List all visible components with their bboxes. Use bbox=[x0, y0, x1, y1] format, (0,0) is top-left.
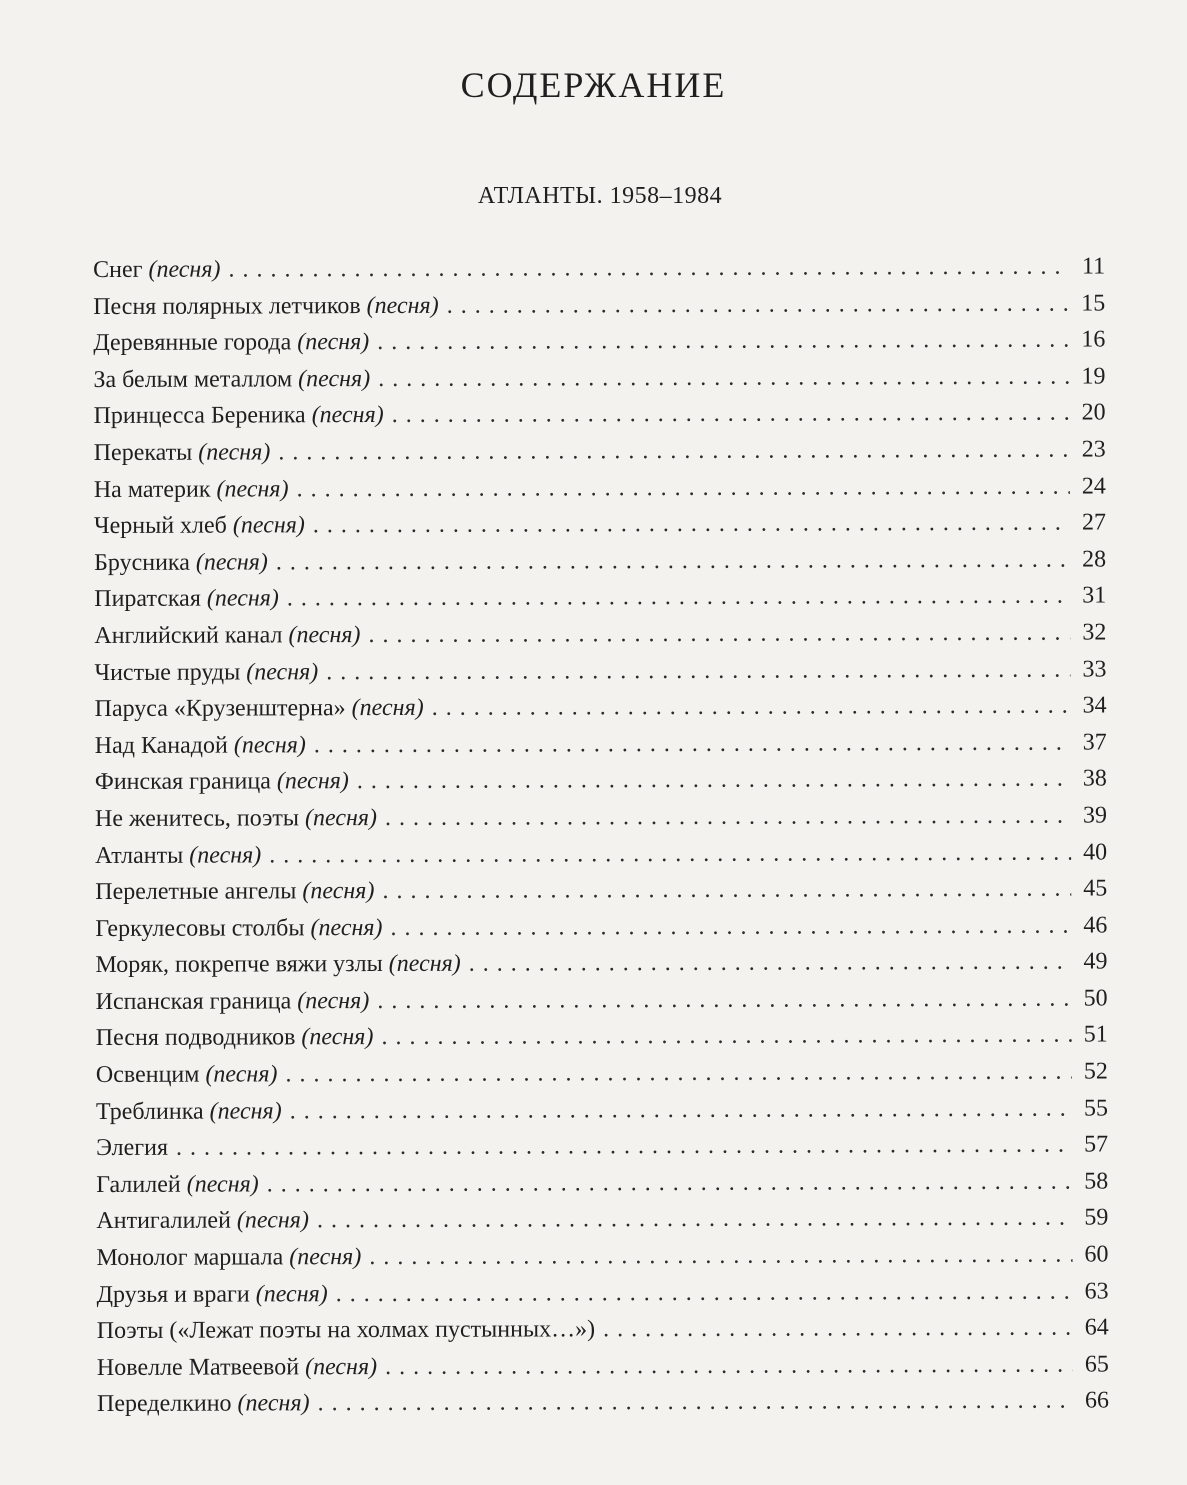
entry-name: Перелетные ангелы bbox=[95, 878, 297, 906]
entry-note: (песня) bbox=[189, 841, 262, 869]
toc-entry bbox=[97, 1346, 1109, 1386]
dot-leader bbox=[377, 980, 1071, 1019]
toc-entry bbox=[94, 578, 1106, 618]
entry-title bbox=[96, 1130, 168, 1167]
toc-entry bbox=[95, 761, 1107, 801]
entry-note: (песня) bbox=[206, 585, 279, 612]
toc-entry bbox=[94, 541, 1106, 581]
entry-name: Принцесса Береника bbox=[93, 402, 306, 430]
page-number: 33 bbox=[1082, 655, 1107, 683]
entry-title bbox=[96, 1019, 374, 1057]
toc-entry bbox=[96, 1236, 1108, 1276]
toc-entry bbox=[95, 688, 1107, 728]
entry-title bbox=[97, 1311, 595, 1349]
entry-title bbox=[94, 617, 360, 655]
toc-entry bbox=[94, 395, 1106, 435]
entry-note: (песня) bbox=[233, 731, 306, 759]
entry-note: (песня) bbox=[209, 1098, 282, 1125]
dot-leader bbox=[369, 1237, 1072, 1276]
dot-leader bbox=[357, 761, 1071, 800]
page-number: 39 bbox=[1082, 802, 1108, 829]
page-number: 63 bbox=[1084, 1278, 1109, 1305]
entry-note: (песня) bbox=[366, 292, 439, 319]
toc-entry bbox=[93, 358, 1105, 398]
entry-title bbox=[97, 1349, 377, 1387]
toc-entry bbox=[94, 431, 1106, 471]
entry-name: Антигалилей bbox=[96, 1207, 231, 1235]
page-number: 37 bbox=[1082, 729, 1107, 756]
entry-title bbox=[94, 434, 271, 471]
toc-entry bbox=[96, 1200, 1108, 1240]
entry-name: Пиратская bbox=[94, 585, 201, 613]
entry-name: Черный хлеб bbox=[93, 512, 227, 540]
entry-name: Английский канал bbox=[94, 622, 283, 649]
entry-name: Геркулесовы столбы bbox=[95, 914, 305, 942]
toc-entry bbox=[95, 944, 1107, 984]
entry-title bbox=[94, 471, 289, 508]
entry-name: Освенцим bbox=[95, 1061, 200, 1089]
entry-name: Треблинка bbox=[95, 1098, 204, 1125]
dot-leader bbox=[603, 1310, 1073, 1348]
entry-title bbox=[96, 1239, 361, 1277]
page-number: 34 bbox=[1082, 692, 1107, 719]
entry-note: (песня) bbox=[186, 1171, 259, 1198]
entry-title bbox=[94, 544, 268, 581]
dot-leader bbox=[276, 541, 1070, 580]
toc-entry bbox=[95, 871, 1107, 911]
toc-entry bbox=[94, 505, 1106, 545]
entry-title bbox=[95, 946, 460, 984]
dot-leader bbox=[469, 944, 1072, 983]
entry-name: Финская граница bbox=[94, 768, 271, 796]
page-number: 50 bbox=[1083, 985, 1108, 1012]
toc-entry bbox=[94, 468, 1106, 508]
entry-note: (песня) bbox=[216, 475, 289, 503]
entry-note: (песня) bbox=[298, 365, 371, 393]
page-number: 49 bbox=[1083, 948, 1108, 975]
entry-name: Песня полярных летчиков bbox=[93, 292, 361, 320]
entry-title bbox=[96, 1166, 259, 1203]
entry-name: Чистые пруды bbox=[94, 659, 241, 686]
dot-leader bbox=[176, 1127, 1072, 1167]
entry-note: (песня) bbox=[297, 329, 370, 356]
entry-name: Элегия bbox=[96, 1134, 169, 1162]
toc-entry bbox=[94, 651, 1106, 691]
page-number: 28 bbox=[1082, 546, 1107, 573]
entry-note: (песня) bbox=[255, 1280, 328, 1308]
entry-title bbox=[94, 397, 384, 435]
dot-leader bbox=[378, 358, 1069, 397]
entry-title bbox=[96, 1056, 278, 1093]
entry-name: Новелле Матвеевой bbox=[96, 1354, 300, 1381]
entry-name: Паруса «Крузенштерна» bbox=[94, 695, 346, 723]
page-number: 51 bbox=[1083, 1021, 1108, 1049]
toc-entry bbox=[96, 980, 1108, 1020]
page-number: 66 bbox=[1084, 1387, 1110, 1414]
toc-entry bbox=[93, 285, 1105, 325]
entry-note: (песня) bbox=[311, 402, 384, 429]
entry-name: Песня подводников bbox=[95, 1024, 296, 1052]
entry-note: (песня) bbox=[198, 439, 271, 466]
entry-name: Галилей bbox=[96, 1171, 181, 1198]
entry-note: (песня) bbox=[289, 1244, 362, 1271]
page-number: 24 bbox=[1081, 473, 1106, 500]
dot-leader bbox=[318, 1383, 1074, 1422]
toc-entry bbox=[96, 1127, 1108, 1167]
entry-name: Поэты («Лежат поэты на холмах пустынных…») bbox=[96, 1316, 596, 1345]
dot-leader bbox=[313, 505, 1070, 544]
entry-title bbox=[96, 1093, 282, 1130]
entry-title bbox=[93, 252, 221, 289]
entry-title bbox=[95, 763, 349, 800]
page-number: 52 bbox=[1083, 1058, 1108, 1085]
page-number: 55 bbox=[1083, 1095, 1109, 1122]
entry-name: На материк bbox=[93, 476, 211, 503]
page-number: 16 bbox=[1081, 326, 1106, 353]
dot-leader bbox=[432, 688, 1071, 727]
toc-entry bbox=[97, 1310, 1109, 1350]
page-number: 57 bbox=[1084, 1131, 1109, 1158]
dot-leader bbox=[267, 1163, 1073, 1202]
page-number: 19 bbox=[1081, 363, 1106, 390]
entry-title bbox=[96, 1203, 309, 1240]
entry-title bbox=[96, 983, 370, 1021]
toc-entry bbox=[96, 1090, 1108, 1130]
entry-name: За белым металлом bbox=[93, 366, 293, 393]
entry-title bbox=[93, 361, 370, 399]
dot-leader bbox=[228, 249, 1069, 289]
entry-note: (песня) bbox=[276, 768, 349, 795]
dot-leader bbox=[447, 285, 1070, 324]
entry-note: (песня) bbox=[297, 987, 370, 1015]
page-number: 31 bbox=[1082, 582, 1107, 609]
page-number: 64 bbox=[1084, 1314, 1109, 1341]
entry-name: Атланты bbox=[95, 842, 184, 869]
entry-note: (песня) bbox=[305, 1353, 378, 1381]
entry-name: Не женитесь, поэты bbox=[94, 805, 300, 832]
entry-title bbox=[93, 324, 369, 362]
toc-entry bbox=[95, 724, 1107, 764]
dot-leader bbox=[314, 724, 1071, 763]
page-number: 11 bbox=[1081, 253, 1106, 280]
entry-note: (песня) bbox=[304, 804, 378, 832]
toc-entry bbox=[97, 1273, 1109, 1313]
dot-leader bbox=[336, 1273, 1073, 1312]
page-number: 60 bbox=[1084, 1241, 1109, 1268]
entry-note: (песня) bbox=[351, 694, 424, 722]
entry-name: Монолог маршала bbox=[96, 1244, 284, 1272]
entry-title bbox=[97, 1386, 310, 1423]
entry-name: Испанская граница bbox=[95, 988, 292, 1015]
page-number: 20 bbox=[1081, 399, 1106, 426]
entry-note: (песня) bbox=[237, 1390, 310, 1417]
page-number: 65 bbox=[1084, 1351, 1109, 1378]
toc-entry bbox=[95, 797, 1107, 837]
entry-name: Брусника bbox=[94, 549, 190, 576]
dot-leader bbox=[285, 1054, 1072, 1093]
table-of-contents bbox=[93, 248, 1109, 1423]
entry-name: Над Канадой bbox=[94, 732, 228, 759]
entry-title bbox=[95, 873, 374, 911]
entry-title bbox=[97, 1276, 328, 1313]
page-number: 23 bbox=[1081, 436, 1106, 463]
entry-name: Моряк, покрепче вяжи узлы bbox=[95, 951, 383, 979]
dot-leader bbox=[385, 797, 1071, 836]
entry-note: (песня) bbox=[388, 951, 461, 978]
page-number: 59 bbox=[1084, 1204, 1109, 1231]
entry-title bbox=[95, 910, 382, 948]
entry-name: Снег bbox=[93, 256, 143, 283]
toc-entry bbox=[95, 907, 1107, 947]
dot-leader bbox=[296, 468, 1069, 507]
dot-leader bbox=[382, 871, 1071, 910]
dot-leader bbox=[287, 578, 1070, 617]
entry-name: Деревянные города bbox=[93, 329, 292, 357]
page-number: 15 bbox=[1081, 290, 1106, 317]
entry-note: (песня) bbox=[232, 512, 305, 539]
toc-entry bbox=[93, 322, 1105, 362]
entry-name: Друзья и враги bbox=[96, 1281, 250, 1308]
page-number: 32 bbox=[1082, 619, 1107, 646]
dot-leader bbox=[392, 395, 1070, 434]
dot-leader bbox=[290, 1090, 1072, 1129]
page-number: 27 bbox=[1081, 509, 1106, 536]
page-number: 45 bbox=[1083, 875, 1108, 902]
entry-note: (песня) bbox=[302, 878, 375, 905]
dot-leader bbox=[278, 432, 1069, 471]
entry-title bbox=[94, 581, 279, 618]
entry-title bbox=[93, 287, 439, 325]
page-number: 46 bbox=[1083, 912, 1108, 939]
entry-note: (песня) bbox=[195, 549, 268, 576]
toc-entry bbox=[95, 834, 1107, 874]
toc-entry bbox=[93, 248, 1105, 288]
entry-note: (песня) bbox=[301, 1024, 374, 1051]
entry-note: (песня) bbox=[148, 256, 221, 283]
section-title: АТЛАНТЫ. 1958–1984 bbox=[477, 183, 723, 209]
page-number: 38 bbox=[1082, 765, 1107, 792]
entry-note: (песня) bbox=[288, 622, 361, 649]
dot-leader bbox=[381, 1017, 1071, 1056]
entry-title bbox=[95, 837, 261, 874]
dot-leader bbox=[368, 615, 1070, 654]
entry-title bbox=[95, 690, 424, 728]
dot-leader bbox=[385, 1346, 1073, 1385]
entry-note: (песня) bbox=[236, 1207, 309, 1234]
toc-entry bbox=[96, 1017, 1108, 1057]
entry-title bbox=[95, 727, 306, 764]
dot-leader bbox=[390, 907, 1071, 946]
page-number: 40 bbox=[1083, 838, 1108, 866]
entry-note: (песня) bbox=[205, 1061, 278, 1088]
dot-leader bbox=[377, 322, 1069, 361]
toc-entry bbox=[96, 1054, 1108, 1094]
dot-leader bbox=[326, 651, 1070, 690]
toc-entry bbox=[97, 1383, 1109, 1423]
page-title: СОДЕРЖАНИЕ bbox=[460, 65, 727, 105]
entry-title bbox=[94, 507, 305, 544]
dot-leader bbox=[269, 834, 1071, 873]
toc-entry bbox=[96, 1163, 1108, 1203]
entry-title bbox=[94, 654, 318, 691]
entry-title bbox=[95, 800, 377, 838]
toc-entry bbox=[94, 614, 1106, 654]
page-number: 58 bbox=[1084, 1168, 1109, 1195]
entry-note: (песня) bbox=[310, 914, 383, 941]
entry-note: (песня) bbox=[246, 658, 319, 685]
dot-leader bbox=[317, 1200, 1073, 1239]
entry-name: Перекаты bbox=[93, 439, 193, 466]
entry-name: Переделкино bbox=[96, 1390, 232, 1418]
